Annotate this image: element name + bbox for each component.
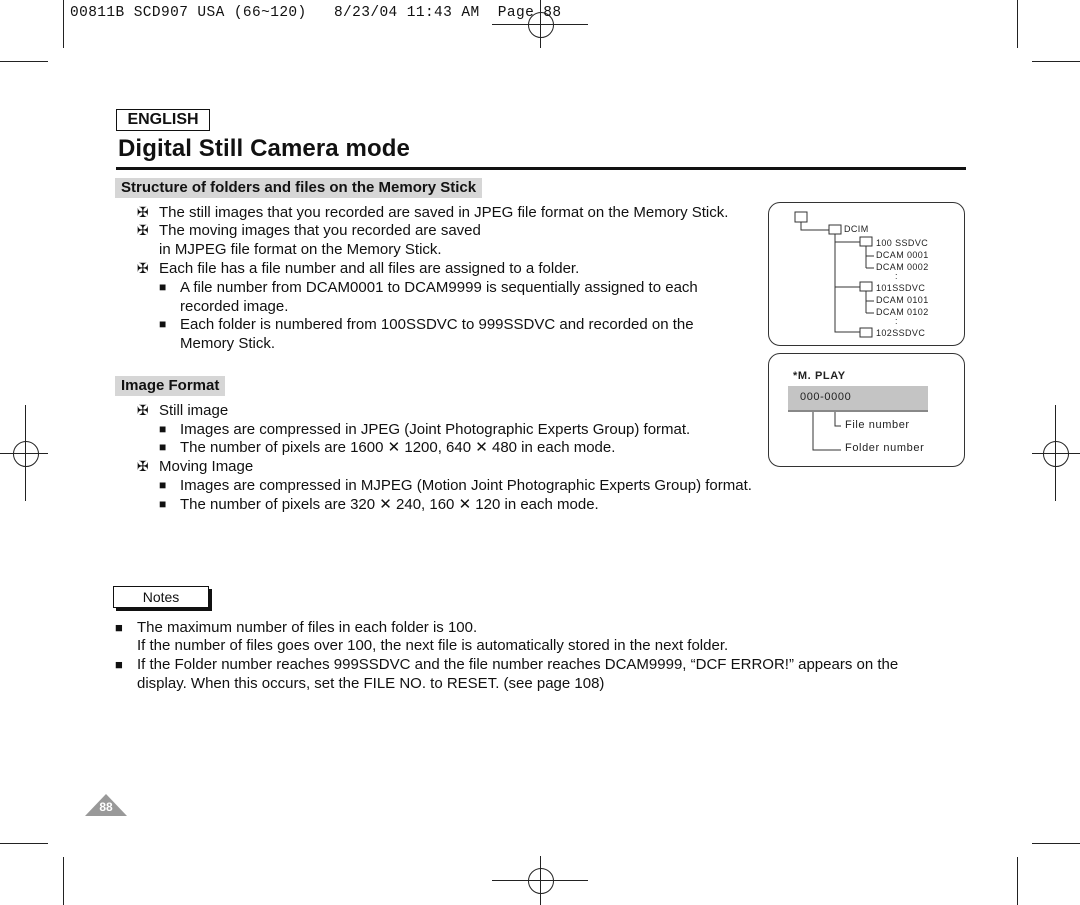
square-bullet-icon: ■ [159,497,167,511]
cross-bullet-icon: ✠ [137,402,149,418]
note-text: If the Folder number reaches 999SSDVC and the file number reaches DCAM9999, “DCF ERROR!” appears on the [137,656,899,673]
mplay-title: *M. PLAY [793,370,846,382]
title-divider [116,167,966,170]
body-text: Each folder is numbered from 100SSDVC to 999SSDVC and recorded on the [180,316,694,333]
tree-folder-label: 102SSDVC [876,328,926,338]
cross-bullet-icon: ✠ [137,260,149,276]
folder-number-label: Folder number [845,442,925,454]
cross-bullet-icon: ✠ [137,204,149,220]
body-text: The number of pixels are 1600 ✕ 1200, 640 ✕ 480 in each mode. [180,439,616,456]
memory-stick-folder-icon [795,212,807,222]
section-heading-structure: Structure of folders and files on the Memory Stick [115,178,482,198]
note-text: If the number of files goes over 100, the next file is automatically stored in the next folder. [137,637,729,654]
page-number: 88 [99,800,113,814]
tree-folder-label: 101SSDVC [876,283,926,293]
body-text: in MJPEG file format on the Memory Stick. [159,241,442,258]
folder-tree-diagram [768,202,965,346]
dcim-folder-icon [829,225,841,234]
cross-bullet-icon: ✠ [137,458,149,474]
page-title: Digital Still Camera mode [118,135,410,162]
folder-icon [860,328,872,337]
body-text: A file number from DCAM0001 to DCAM9999 is sequentially assigned to each [180,279,698,296]
print-header: 00811B SCD907 USA (66~120) 8/23/04 11:43 AM Page 88 [70,5,562,21]
tree-file-label: DCAM 0101 [876,295,929,305]
tree-ellipsis: : [895,316,898,326]
body-text: The number of pixels are 320 ✕ 240, 160 ✕ 120 in each mode. [180,496,599,513]
note-text: display. When this occurs, set the FILE NO. to RESET. (see page 108) [137,675,605,692]
folder-icon [860,282,872,291]
tree-file-label: DCAM 0102 [876,307,929,317]
tree-file-label: DCAM 0001 [876,250,929,260]
body-text: Moving Image [159,458,254,475]
body-text: recorded image. [180,298,289,315]
tree-file-label: DCAM 0002 [876,262,929,272]
body-text: The moving images that you recorded are saved [159,222,481,239]
tree-folder-label: 100 SSDVC [876,238,929,248]
square-bullet-icon: ■ [159,440,167,454]
file-number-label: File number [845,419,910,431]
body-text: Each file has a file number and all files are assigned to a folder. [159,260,580,277]
square-bullet-icon: ■ [159,478,167,492]
note-text: The maximum number of files in each folder is 100. [137,619,478,636]
square-bullet-icon: ■ [159,280,167,294]
body-text: The still images that you recorded are saved in JPEG file format on the Memory Stick. [159,204,729,221]
tree-root-label: DCIM [844,224,869,234]
body-text: Memory Stick. [180,335,276,352]
square-bullet-icon: ■ [115,657,123,672]
square-bullet-icon: ■ [159,422,167,436]
body-text: Images are compressed in MJPEG (Motion Joint Photographic Experts Group) format. [180,477,752,494]
folder-icon [860,237,872,246]
square-bullet-icon: ■ [159,317,167,331]
language-label: ENGLISH [116,109,210,131]
counter-value: 000-0000 [800,391,852,403]
body-text: Still image [159,402,229,419]
cross-bullet-icon: ✠ [137,222,149,238]
section-heading-image-format: Image Format [115,376,225,396]
body-text: Images are compressed in JPEG (Joint Photographic Experts Group) format. [180,421,691,438]
notes-tab: Notes [113,586,209,608]
mplay-diagram [768,353,965,467]
tree-ellipsis: : [895,271,898,281]
square-bullet-icon: ■ [115,620,123,635]
